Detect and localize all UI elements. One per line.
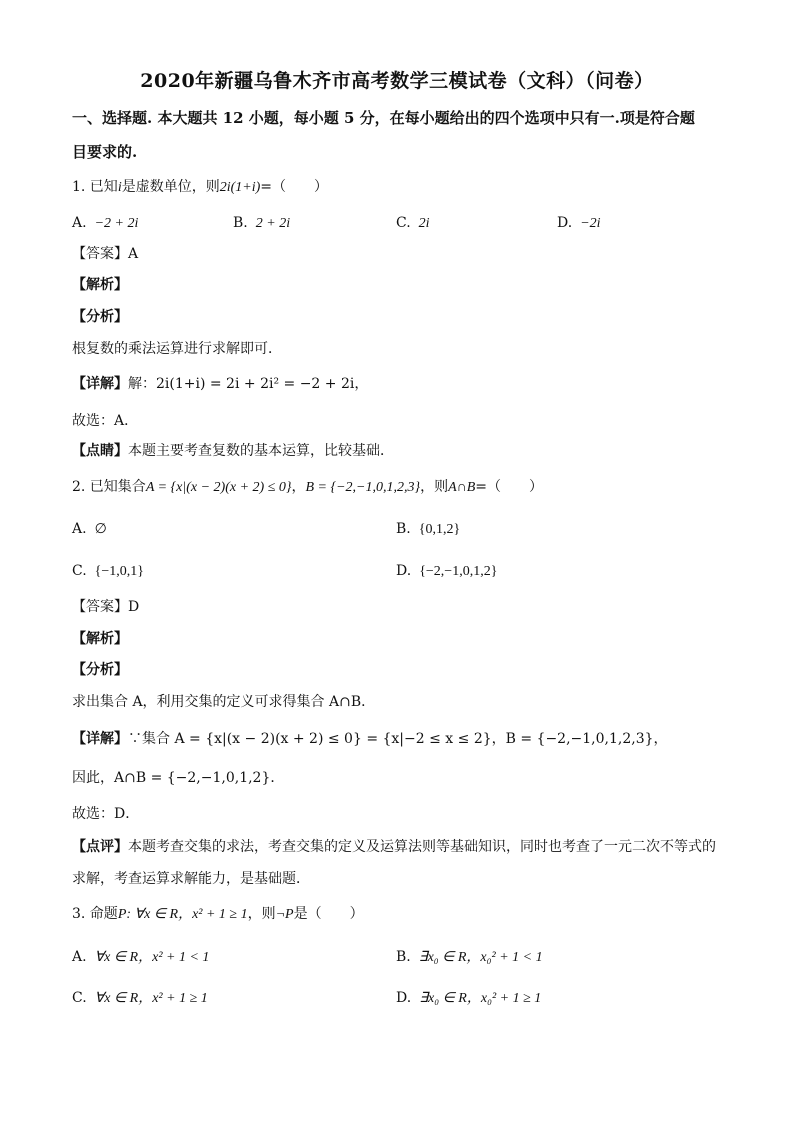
- q2-dianping: [72, 838, 732, 856]
- q2-stem-mid: ，则: [420, 479, 449, 495]
- q2-option-a-text: ∅: [94, 522, 107, 537]
- q2-xiangjie: [72, 730, 732, 748]
- q3-option-d-text: ∃x₀ ∈ R，x₀² + 1 ≥ 1: [419, 991, 542, 1006]
- q3-option-b: [396, 948, 543, 967]
- q3-option-b-text: ∃x₀ ∈ R，x₀² + 1 < 1: [418, 950, 543, 965]
- q3-stem-suffix: 是（ ）: [293, 906, 364, 922]
- q2-dianping-text1: 本题考查交集的求法，考查交集的定义及运算法则等基础知识，同时也考查了一元二次不等式的: [128, 839, 716, 855]
- q2-option-d-label: D.: [396, 563, 412, 579]
- q2-stem-suffix: =（ ）: [475, 479, 544, 495]
- q1-answer-value: A: [128, 246, 139, 262]
- q1-answer: [72, 245, 732, 263]
- q2-option-b-label: B.: [396, 521, 411, 537]
- q3-option-a: [72, 948, 209, 967]
- q2-stem-set-a: A = {x|(x − 2)(x + 2) ≤ 0}: [145, 480, 292, 495]
- q3-option-b-label: B.: [396, 949, 411, 965]
- q1-xiangjie-text: 解：2i(1+i) = 2i + 2i² = −2 + 2i，: [128, 376, 369, 392]
- q2-answer-value: D: [128, 599, 140, 615]
- section-header-line2: 目要求的.: [72, 143, 138, 161]
- q1-option-d: [557, 214, 601, 233]
- q2-dianping-line2: 求解，考查运算求解能力，是基础题．: [72, 871, 310, 887]
- q1-stem-i: i: [117, 180, 122, 195]
- q1-fenxi-text: 根复数的乘法运算进行求解即可．: [72, 341, 282, 357]
- q2-option-c-label: C.: [72, 563, 87, 579]
- q1-option-b-text: 2 + 2i: [255, 216, 291, 231]
- q2-yinci: 因此，A∩B = {−2,−1,0,1,2}．: [72, 770, 285, 786]
- q1-option-a-label: A.: [72, 215, 87, 231]
- q3-stem-mid: ，则: [247, 906, 276, 922]
- q2-option-a: [72, 520, 107, 539]
- q1-dianjing: [72, 442, 732, 460]
- q2-stem-sep: ，: [291, 479, 306, 495]
- q1-jiexi: 【解析】: [72, 277, 128, 293]
- q3-option-c-text: ∀x ∈ R，x² + 1 ≥ 1: [94, 991, 208, 1006]
- paper-title: 2020年新疆乌鲁木齐市高考数学三模试卷（文科）（问卷）: [140, 70, 654, 92]
- q2-option-c: [72, 562, 144, 581]
- q1-option-c-label: C.: [396, 215, 411, 231]
- q2-xiangjie-tag: 【详解】: [72, 731, 128, 747]
- q3-option-a-text: ∀x ∈ R，x² + 1 < 1: [94, 950, 210, 965]
- q2-option-d-text: {−2,−1,0,1,2}: [419, 564, 498, 579]
- q1-stem-mid: 是虚数单位，则: [121, 179, 220, 195]
- q2-option-d: [396, 562, 497, 581]
- q2-option-a-label: A.: [72, 521, 87, 537]
- q3-stem: [72, 905, 732, 924]
- q1-xiangjie-tag: 【详解】: [72, 376, 128, 392]
- q2-fenxi: 【分析】: [72, 662, 128, 678]
- q2-guxuan: 故选：D．: [72, 806, 140, 822]
- q2-stem-set-b: B = {−2,−1,0,1,2,3}: [305, 480, 421, 495]
- q1-guxuan: 故选：A．: [72, 413, 139, 429]
- q3-option-d: [396, 989, 541, 1008]
- q1-option-b: [233, 214, 290, 233]
- q2-stem-prefix: 2. 已知集合: [72, 479, 146, 495]
- q2-stem: [72, 478, 732, 497]
- section-header-line1: 一、选择题. 本大题共 12 小题，每小题 5 分，在每小题给出的四个选项中只有一.项是符合题: [72, 109, 695, 127]
- q2-option-b-text: {0,1,2}: [418, 522, 461, 537]
- q1-fenxi: 【分析】: [72, 309, 128, 325]
- q1-dianjing-tag: 【点睛】: [72, 443, 128, 459]
- q2-fenxi-text: 求出集合 A，利用交集的定义可求得集合 A∩B．: [72, 694, 376, 710]
- q1-stem-prefix: 1. 已知: [72, 179, 118, 195]
- q3-option-c: [72, 989, 208, 1008]
- q1-option-c-text: 2i: [418, 216, 430, 231]
- q3-option-d-label: D.: [396, 990, 412, 1006]
- q1-dianjing-text: 本题主要考查复数的基本运算，比较基础．: [128, 443, 394, 459]
- q2-option-b: [396, 520, 460, 539]
- q2-option-c-text: {−1,0,1}: [94, 564, 145, 579]
- q2-answer-tag: 【答案】: [72, 599, 128, 615]
- q1-option-a: [72, 214, 138, 233]
- q3-option-a-label: A.: [72, 949, 87, 965]
- q2-stem-expr: A∩B: [448, 480, 476, 495]
- q1-stem: [72, 178, 732, 197]
- q3-stem-prefix: 3. 命题: [72, 906, 118, 922]
- q2-answer: [72, 598, 732, 616]
- q3-stem-negation: ¬P: [275, 907, 294, 922]
- q2-xiangjie-text: ∵集合 A = {x|(x − 2)(x + 2) ≤ 0} = {x|−2 ≤ x ≤ 2}，B = {−2,−1,0,1,2,3}，: [128, 731, 668, 747]
- q3-stem-proposition: P: ∀x ∈ R，x² + 1 ≥ 1: [117, 907, 248, 922]
- q1-option-d-text: −2i: [580, 216, 601, 231]
- q1-option-a-text: −2 + 2i: [94, 216, 139, 231]
- q2-jiexi: 【解析】: [72, 631, 128, 647]
- q1-xiangjie: [72, 375, 732, 393]
- q1-option-b-label: B.: [233, 215, 248, 231]
- q1-stem-expr: 2i(1+i): [219, 180, 261, 195]
- q2-dianping-tag: 【点评】: [72, 839, 128, 855]
- q3-option-c-label: C.: [72, 990, 87, 1006]
- q1-option-d-label: D.: [557, 215, 573, 231]
- q1-stem-suffix: =（ ）: [260, 179, 328, 195]
- q1-answer-tag: 【答案】: [72, 246, 128, 262]
- q1-option-c: [396, 214, 430, 233]
